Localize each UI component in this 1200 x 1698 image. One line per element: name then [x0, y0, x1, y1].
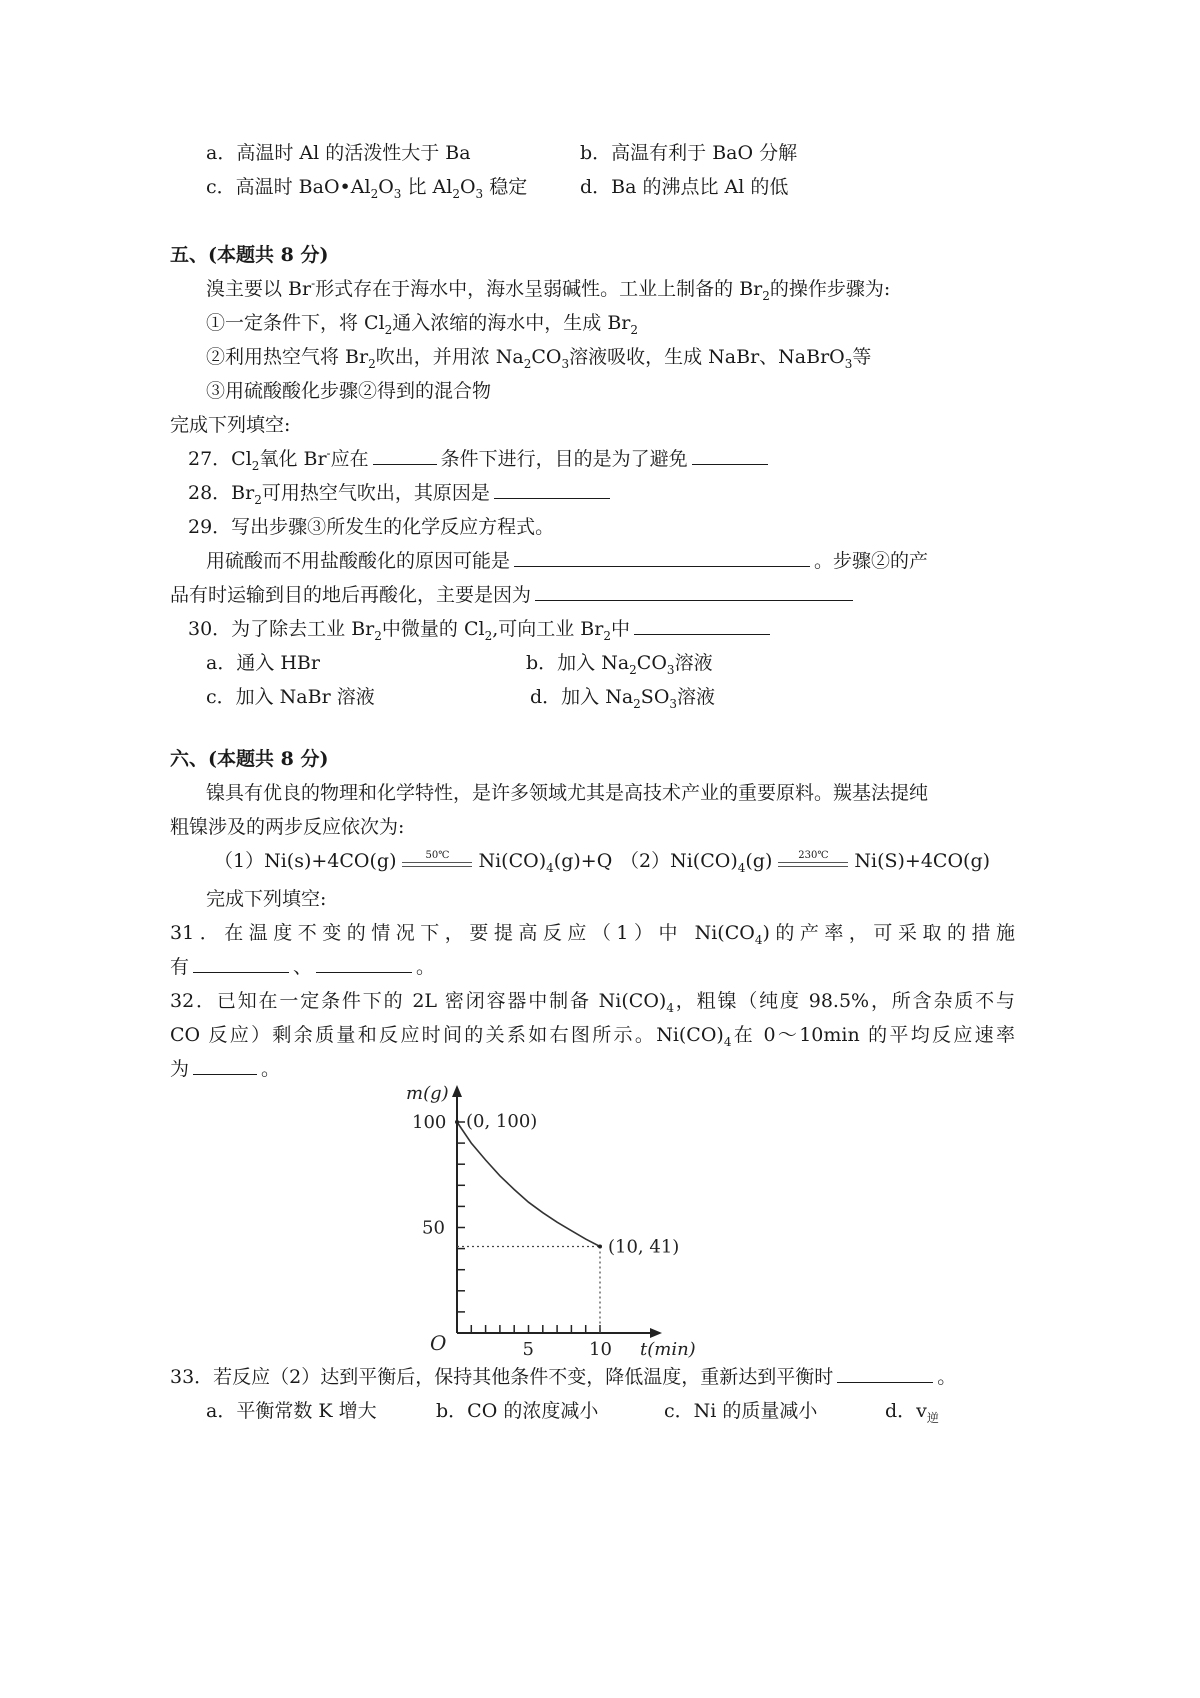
- mass-curve: [457, 1122, 600, 1247]
- q26-option-d: d．Ba 的沸点比 Al 的低: [580, 176, 789, 198]
- q30-option-a: a．通入 HBr: [206, 652, 320, 674]
- mass-time-chart: [400, 1075, 700, 1360]
- q26-option-c: c．高温时 $BaO•Al_2O_3$ 比 $Al_2O_3$ 稳定: [206, 176, 528, 201]
- section6-intro-line1: 镍具有优良的物理和化学特性，是许多领域尤其是高技术产业的重要原料。羰基法提纯: [206, 782, 929, 804]
- q33-option-a: a．平衡常数 K 增大: [206, 1400, 377, 1422]
- question-32-line3: 为 。: [170, 1058, 281, 1080]
- question-28: 28．$Br_2$可用热空气吹出，其原因是: [188, 480, 614, 506]
- section6-fill-instruction: 完成下列填空:: [206, 888, 327, 910]
- q30-option-c: c．加入 NaBr 溶液: [206, 686, 375, 708]
- question-33: 33．若反应（2）达到平衡后，保持其他条件不变，降低温度，重新达到平衡时 。: [170, 1366, 957, 1388]
- answer-blank[interactable]: [494, 480, 610, 499]
- question-32-line2: CO 反应）剩余质量和反应时间的关系如右图所示。$Ni(CO)_4$在 0～10min 的平均反应速率: [170, 1024, 1015, 1049]
- y-axis-arrow: [452, 1085, 462, 1097]
- section5-step3: ③用硫酸酸化步骤②得到的混合物: [206, 380, 492, 402]
- answer-blank[interactable]: [193, 1056, 257, 1075]
- data-point: [455, 1120, 459, 1124]
- answer-blank[interactable]: [316, 954, 412, 973]
- x-axis-label: t(min): [640, 1339, 696, 1360]
- answer-blank[interactable]: [193, 954, 289, 973]
- answer-blank[interactable]: [634, 616, 770, 635]
- equilibrium-arrow: 230℃: [778, 853, 848, 871]
- section5-heading: 五、(本题共 8 分): [170, 244, 329, 266]
- x-axis-arrow: [650, 1328, 662, 1338]
- question-30: 30．为了除去工业 $Br_2$中微量的 $Cl_2$,可向工业 $Br_2$中: [188, 616, 774, 642]
- answer-blank[interactable]: [514, 548, 810, 567]
- y-tick-label: 100: [412, 1112, 447, 1133]
- y-axis-label: m(g): [406, 1083, 449, 1104]
- q33-option-c: c．Ni 的质量减小: [664, 1400, 818, 1422]
- section5-intro: 溴主要以 Br-形式存在于海水中，海水呈弱碱性。工业上制备的 $Br_2$的操作步骤为:: [206, 276, 891, 303]
- y-tick-label: 50: [422, 1217, 445, 1239]
- reaction-2: $(2)Ni(CO)_4(g)$ 230℃ Ni(S)+4CO(g): [620, 850, 991, 875]
- q33-option-b: b．CO 的浓度减小: [436, 1400, 599, 1422]
- section5-step2: ②利用热空气将 $Br_2$吹出，并用浓 $Na_2CO_3$溶液吸收，生成 NaBr、NaBrO$_3$等: [206, 346, 872, 371]
- question-29: 29．写出步骤③所发生的化学反应方程式。: [188, 516, 555, 538]
- q30-option-b: b．加入 $Na_2CO_3$溶液: [526, 652, 713, 677]
- question-31-line2: 有 、 。: [170, 956, 436, 978]
- question-27: 27．$Cl_2$氧化 Br-应在 条件下进行，目的是为了避免: [188, 446, 772, 472]
- q33-option-d: d．$v_逆$: [885, 1400, 939, 1425]
- x-tick-label: 10: [589, 1339, 612, 1360]
- q26-option-a: a．高温时 Al 的活泼性大于 Ba: [206, 142, 471, 164]
- answer-blank[interactable]: [692, 446, 768, 465]
- equilibrium-arrow: 50℃: [402, 853, 472, 871]
- section5-fill-instruction: 完成下列填空:: [170, 414, 291, 436]
- q30-option-d: d．加入 $Na_2SO_3$溶液: [530, 686, 716, 711]
- question-29-line2: 用硫酸而不用盐酸酸化的原因可能是 。步骤②的产: [206, 550, 929, 572]
- answer-blank[interactable]: [373, 446, 437, 465]
- q26-option-b: b．高温有利于 BaO 分解: [580, 142, 798, 164]
- question-29-line3: 品有时运输到目的地后再酸化，主要是因为: [170, 582, 857, 608]
- question-32-line1: 32．已知在一定条件下的 2L 密闭容器中制备 $Ni(CO)_4$，粗镍（纯度 98.5%，所含杂质不与: [170, 990, 1015, 1015]
- reaction-1: （1）Ni(s)+4CO(g) 50℃ $Ni(CO)_4(g)+Q$: [214, 850, 613, 875]
- question-31-line1: 31．在温度不变的情况下，要提高反应（1）中 $Ni(CO_4)$的产率，可采取的措施: [170, 922, 1015, 947]
- data-point: [598, 1244, 602, 1248]
- point-label: (0, 100): [466, 1111, 538, 1132]
- point-label: (10, 41): [608, 1236, 680, 1258]
- x-tick-label: 5: [522, 1339, 534, 1360]
- section5-step1: ①一定条件下，将 $Cl_2$通入浓缩的海水中，生成 $Br_2$: [206, 312, 639, 337]
- section6-heading: 六、(本题共 8 分): [170, 748, 329, 770]
- origin-label: O: [430, 1331, 447, 1355]
- section6-intro-line2: 粗镍涉及的两步反应依次为:: [170, 816, 405, 838]
- answer-blank[interactable]: [837, 1364, 933, 1383]
- answer-blank[interactable]: [535, 582, 853, 601]
